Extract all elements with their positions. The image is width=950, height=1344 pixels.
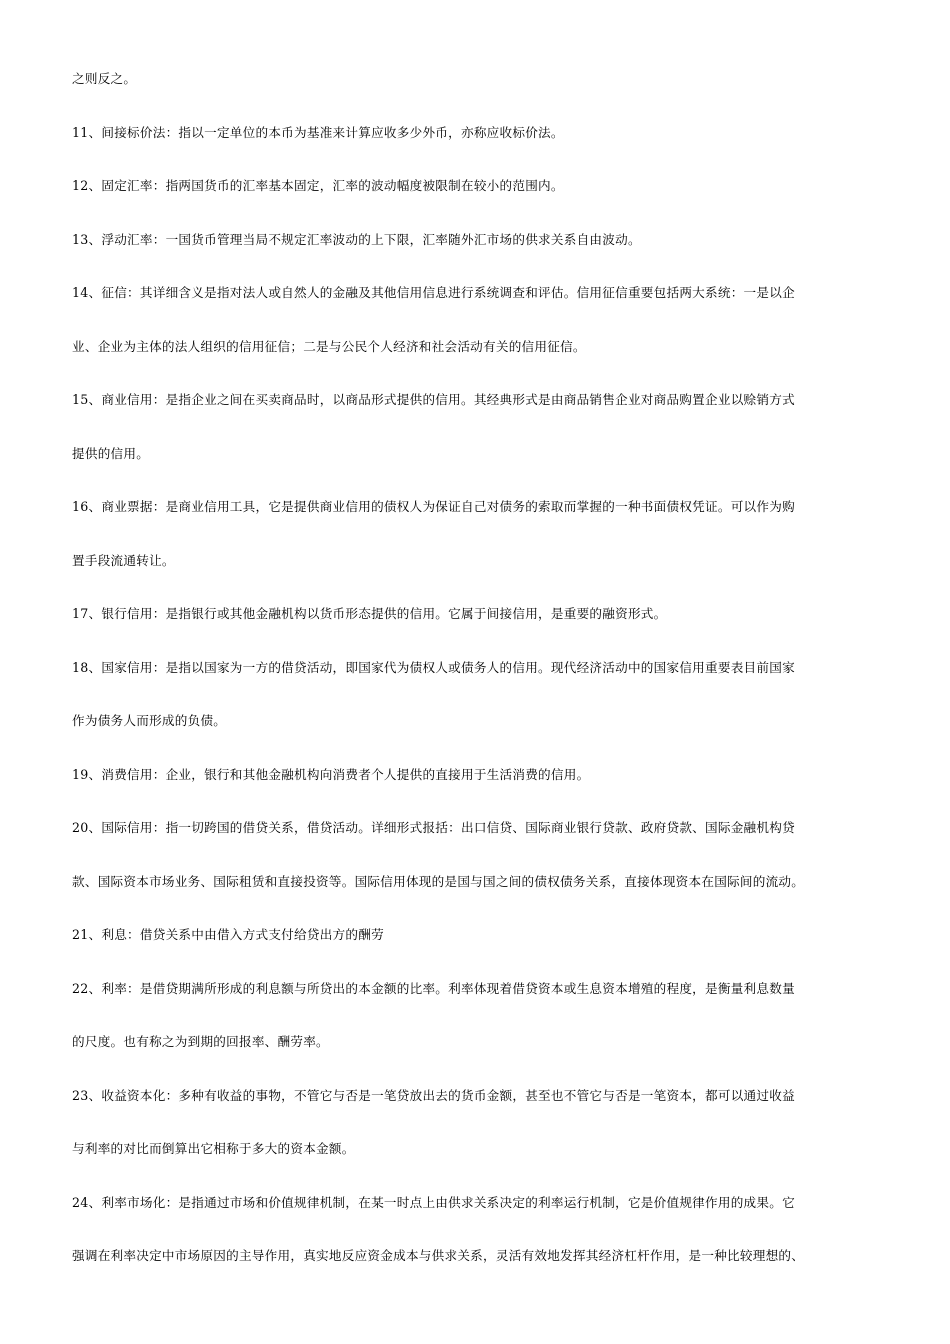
text-line: 款、国际资本市场业务、国际租赁和直接投资等。国际信用体现的是国与国之间的债权债务关系，直接体现资本在国际间的流动。 bbox=[72, 873, 805, 889]
text-line: 17、银行信用：是指银行或其他金融机构以货币形态提供的信用。它属于间接信用，是重要的融资形式。 bbox=[72, 606, 667, 621]
text-line: 12、固定汇率：指两国货币的汇率基本固定，汇率的波动幅度被限制在较小的范围内。 bbox=[72, 178, 564, 193]
text-line: 作为债务人而形成的负债。 bbox=[72, 713, 227, 728]
text-line: 24、利率市场化：是指通过市场和价值规律机制，在某一时点上由供求关系决定的利率运行机制，它是价值规律作用的成果。它 bbox=[72, 1194, 795, 1210]
text-line: 业、企业为主体的法人组织的信用征信；二是与公民个人经济和社会活动有关的信用征信。 bbox=[72, 338, 586, 354]
text-line: 23、收益资本化：多种有收益的事物，不管它与否是一笔贷放出去的货币金额，甚至也不管它与否是一笔资本，都可以通过收益 bbox=[72, 1087, 795, 1103]
text-line: 置手段流通转让。 bbox=[72, 552, 175, 568]
text-line: 16、商业票据：是商业信用工具，它是提供商业信用的债权人为保证自己对债务的索取而掌握的一种书面债权凭证。可以作为购 bbox=[72, 499, 795, 514]
text-line: 21、利息：借贷关系中由借入方式支付给贷出方的酬劳 bbox=[72, 927, 384, 942]
text-line: 13、浮动汇率：一国货币管理当局不规定汇率波动的上下限，汇率随外汇市场的供求关系自由波动。 bbox=[72, 231, 641, 247]
text-line: 提供的信用。 bbox=[72, 445, 150, 461]
text-line: 的尺度。也有称之为到期的回报率、酬劳率。 bbox=[72, 1034, 329, 1049]
text-line: 14、征信：其详细含义是指对法人或自然人的金融及其他信用信息进行系统调查和评估。信用征信重要包括两大系统：一是以企 bbox=[72, 285, 795, 300]
text-line: 22、利率：是借贷期满所形成的利息额与所贷出的本金额的比率。利率体现着借贷资本或生息资本增殖的程度，是衡量利息数量 bbox=[72, 980, 795, 996]
text-line: 11、间接标价法：指以一定单位的本币为基准来计算应收多少外币，亦称应收标价法。 bbox=[72, 124, 564, 140]
text-line: 强调在利率决定中市场原因的主导作用，真实地反应资金成本与供求关系，灵活有效地发挥其经济杠杆作用，是一种比较理想的、 bbox=[72, 1248, 805, 1263]
text-line: 与利率的对比而倒算出它相称于多大的资本金额。 bbox=[72, 1141, 355, 1156]
text-line: 15、商业信用：是指企业之间在买卖商品时，以商品形式提供的信用。其经典形式是由商品销售企业对商品购置企业以赊销方式 bbox=[72, 392, 795, 407]
text-line: 之则反之。 bbox=[72, 71, 137, 86]
text-line: 19、消费信用：企业，银行和其他金融机构向消费者个人提供的直接用于生活消费的信用。 bbox=[72, 766, 590, 782]
text-line: 18、国家信用：是指以国家为一方的借贷活动，即国家代为债权人或债务人的信用。现代经济活动中的国家信用重要表目前国家 bbox=[72, 659, 795, 675]
text-line: 20、国际信用：指一切跨国的借贷关系，借贷活动。详细形式报括：出口信贷、国际商业银行贷款、政府贷款、国际金融机构贷 bbox=[72, 820, 795, 835]
